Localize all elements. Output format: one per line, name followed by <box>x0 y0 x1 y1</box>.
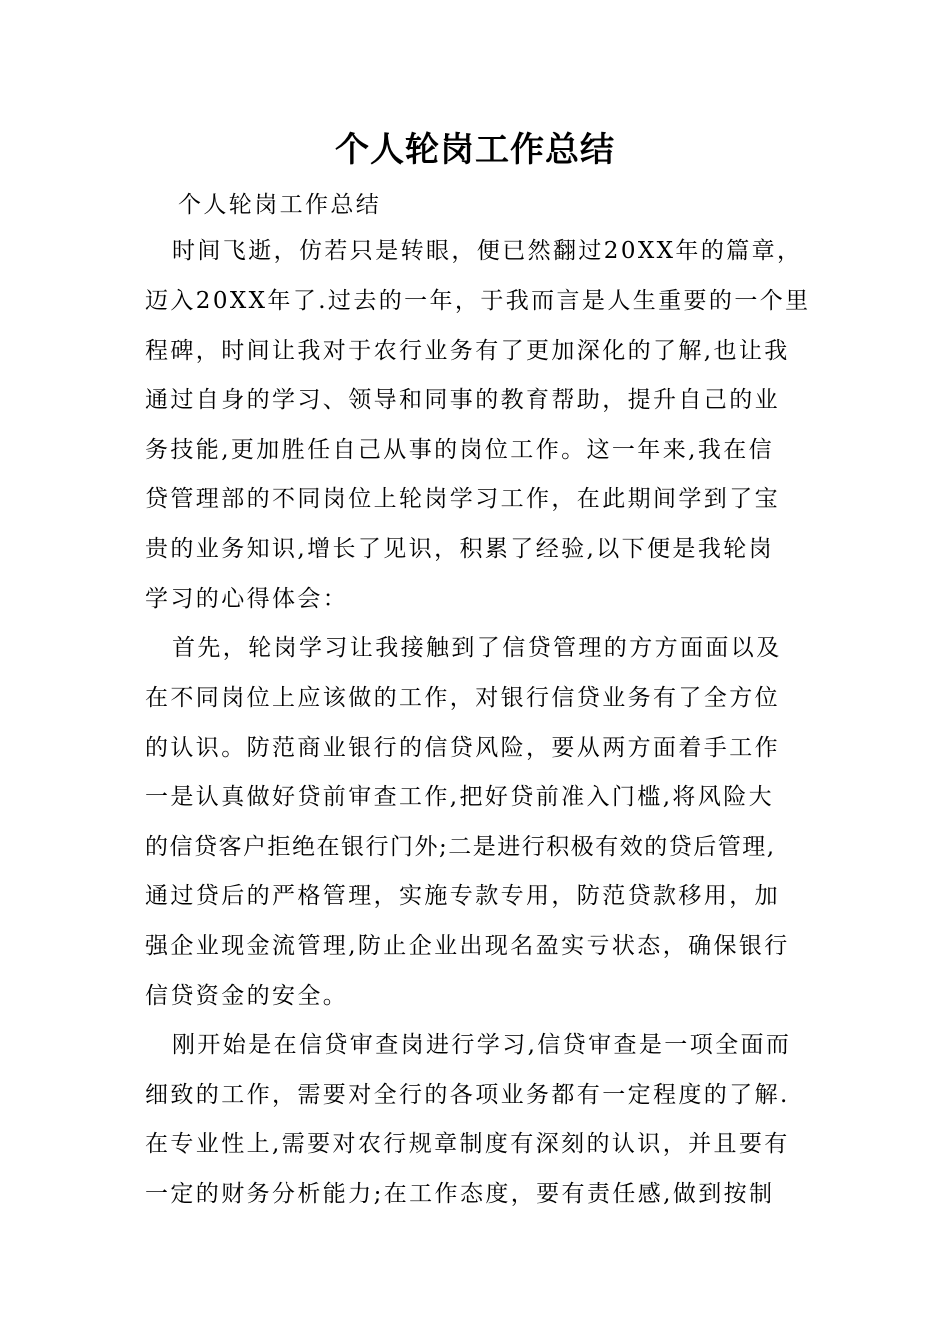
paragraph-1-line-5: 务技能,更加胜任自己从事的岗位工作。这一年来,我在信 <box>145 437 775 463</box>
paragraph-1-line-3: 程碑，时间让我对于农行业务有了更加深化的了解,也让我 <box>145 338 790 364</box>
paragraph-3-line-2: 细致的工作，需要对全行的各项业务都有一定程度的了解. <box>145 1082 790 1108</box>
paragraph-2-line-2: 在不同岗位上应该做的工作，对银行信贷业务有了全方位 <box>145 685 780 711</box>
paragraph-1-line-6: 贷管理部的不同岗位上轮岗学习工作，在此期间学到了宝 <box>145 486 780 512</box>
paragraph-2-line-6: 通过贷后的严格管理，实施专款专用，防范贷款移用，加 <box>145 883 780 909</box>
paragraph-2-line-5: 的信贷客户拒绝在银行门外;二是进行积极有效的贷后管理, <box>145 834 776 860</box>
paragraph-1-line-7: 贵的业务知识,增长了见识，积累了经验,以下便是我轮岗 <box>145 536 775 562</box>
paragraph-3-line-3: 在专业性上,需要对农行规章制度有深刻的认识，并且要有 <box>145 1131 790 1157</box>
paragraph-2-line-7: 强企业现金流管理,防止企业出现名盈实亏状态，确保银行 <box>145 933 790 959</box>
paragraph-2-line-8: 信贷资金的安全。 <box>145 983 349 1009</box>
subtitle-line: 个人轮岗工作总结 <box>178 192 382 218</box>
paragraph-2-line-1: 首先，轮岗学习让我接触到了信贷管理的方方面面以及 <box>172 635 782 661</box>
paragraph-1-line-2: 迈入20XX年了.过去的一年，于我而言是人生重要的一个里 <box>145 288 811 314</box>
paragraph-1-line-4: 通过自身的学习、领导和同事的教育帮助，提升自己的业 <box>145 387 780 413</box>
paragraph-2-line-4: 一是认真做好贷前审查工作,把好贷前准入门槛,将风险大 <box>145 784 775 810</box>
paragraph-2-line-3: 的认识。防范商业银行的信贷风险，要从两方面着手工作 <box>145 735 780 761</box>
document-title: 个人轮岗工作总结 <box>335 130 615 170</box>
paragraph-3-line-1: 刚开始是在信贷审查岗进行学习,信贷审查是一项全面而 <box>172 1032 792 1058</box>
paragraph-1-line-1: 时间飞逝，仿若只是转眼，便已然翻过20XX年的篇章， <box>172 238 803 264</box>
paragraph-1-line-8: 学习的心得体会： <box>145 586 349 612</box>
paragraph-3-line-4: 一定的财务分析能力;在工作态度，要有责任感,做到按制 <box>145 1181 775 1207</box>
